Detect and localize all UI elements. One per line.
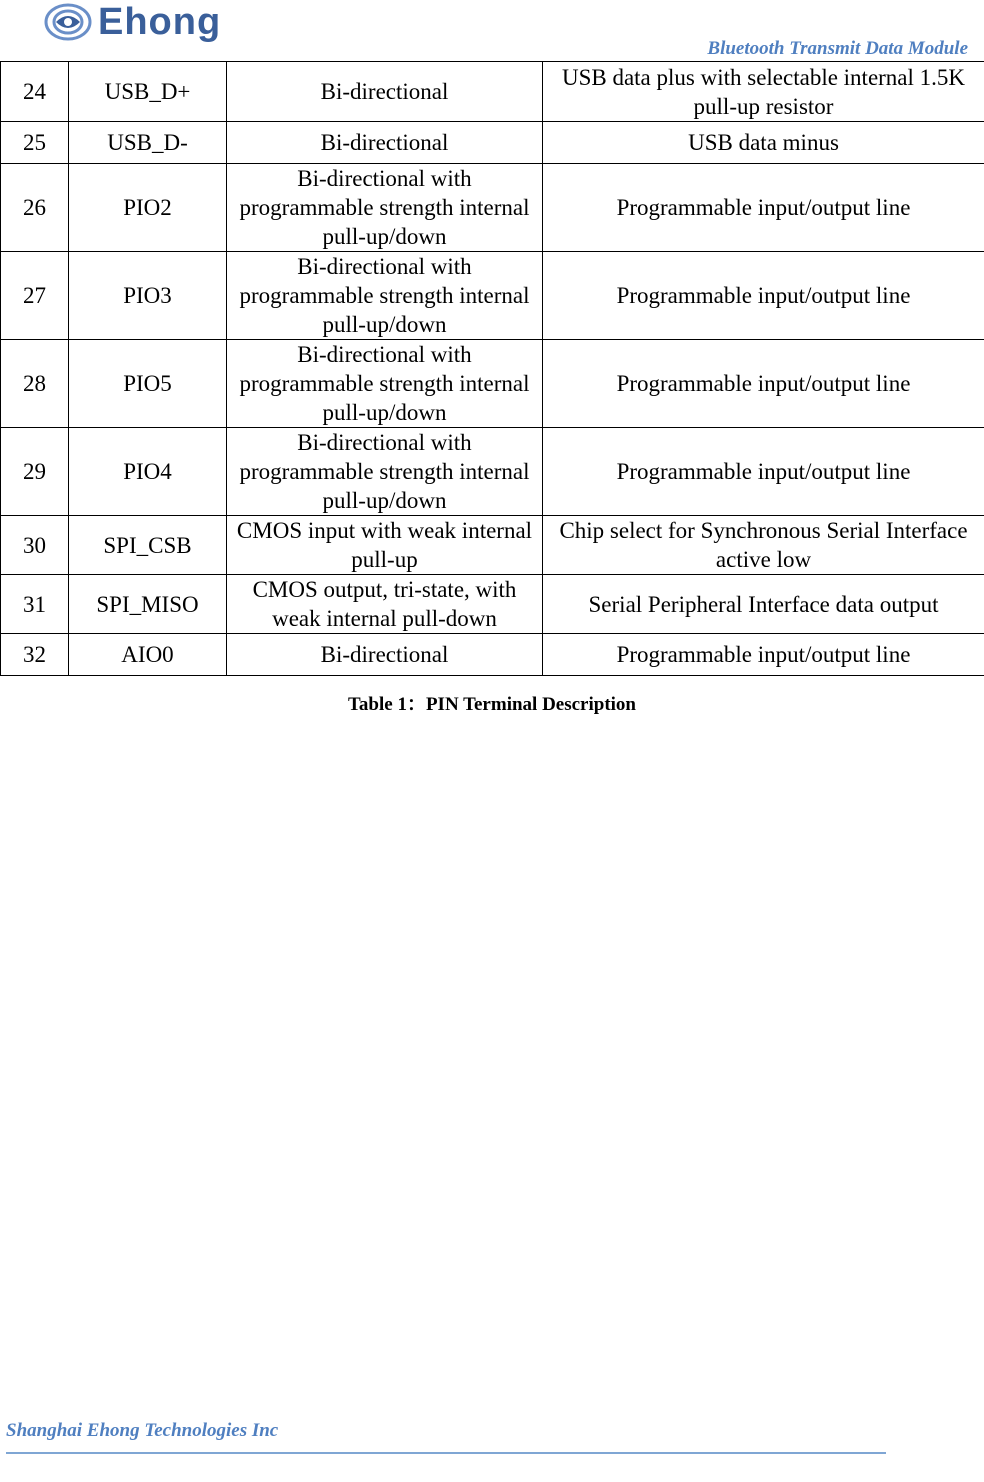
- table-row: [1, 634, 984, 676]
- pin-type-cell: CMOS output, tri-state, with weak internal pull-down: [227, 575, 543, 634]
- pin-description-cell: Programmable input/output line: [543, 340, 984, 428]
- pin-description-cell: Programmable input/output line: [543, 634, 984, 676]
- pin-name-cell: PIO3: [69, 252, 227, 340]
- table-row: [1, 428, 984, 516]
- pin-type-cell: Bi-directional with programmable strength internal pull-up/down: [227, 164, 543, 252]
- pin-description-cell: Programmable input/output line: [543, 252, 984, 340]
- pin-number-cell: 27: [1, 252, 69, 340]
- pin-type-cell: Bi-directional with programmable strength internal pull-up/down: [227, 428, 543, 516]
- pin-description-cell: USB data plus with selectable internal 1.5K pull-up resistor: [543, 62, 984, 122]
- pin-number-cell: 25: [1, 122, 69, 164]
- pin-description-cell: Programmable input/output line: [543, 164, 984, 252]
- footer-company-name: Shanghai Ehong Technologies Inc: [6, 1420, 279, 1441]
- pin-name-cell: PIO2: [69, 164, 227, 252]
- pin-type-cell: Bi-directional with programmable strength internal pull-up/down: [227, 252, 543, 340]
- pin-type-cell: Bi-directional: [227, 634, 543, 676]
- footer-divider: [6, 1452, 886, 1454]
- table-caption: Table 1：PIN Terminal Description: [347, 694, 636, 715]
- logo-emblem-icon: [44, 2, 92, 42]
- pin-description-cell: Programmable input/output line: [543, 428, 984, 516]
- pin-number-cell: 24: [1, 62, 69, 122]
- pin-name-cell: USB_D-: [69, 122, 227, 164]
- pin-description-cell: Serial Peripheral Interface data output: [543, 575, 984, 634]
- pin-number-cell: 26: [1, 164, 69, 252]
- pin-number-cell: 29: [1, 428, 69, 516]
- pin-name-cell: USB_D+: [69, 62, 227, 122]
- pin-description-cell: USB data minus: [543, 122, 984, 164]
- pin-type-cell: CMOS input with weak internal pull-up: [227, 516, 543, 575]
- pin-number-cell: 31: [1, 575, 69, 634]
- table-row: [1, 164, 984, 252]
- table-row: [1, 62, 984, 122]
- pin-number-cell: 30: [1, 516, 69, 575]
- pin-name-cell: SPI_CSB: [69, 516, 227, 575]
- pin-name-cell: SPI_MISO: [69, 575, 227, 634]
- pin-number-cell: 32: [1, 634, 69, 676]
- pin-description-cell: Chip select for Synchronous Serial Interface active low: [543, 516, 984, 575]
- table-row: [1, 252, 984, 340]
- document-title: Bluetooth Transmit Data Module: [707, 38, 968, 59]
- pin-type-cell: Bi-directional with programmable strength internal pull-up/down: [227, 340, 543, 428]
- pin-number-cell: 28: [1, 340, 69, 428]
- pin-type-cell: Bi-directional: [227, 122, 543, 164]
- pin-name-cell: PIO4: [69, 428, 227, 516]
- pin-type-cell: Bi-directional: [227, 62, 543, 122]
- company-logo: [44, 2, 221, 42]
- table-row: [1, 516, 984, 575]
- table-row: [1, 575, 984, 634]
- table-row: [1, 122, 984, 164]
- table-row: [1, 340, 984, 428]
- logo-wordmark: Ehong: [98, 1, 222, 43]
- pin-name-cell: PIO5: [69, 340, 227, 428]
- pin-terminal-table: [0, 61, 984, 676]
- pin-name-cell: AIO0: [69, 634, 227, 676]
